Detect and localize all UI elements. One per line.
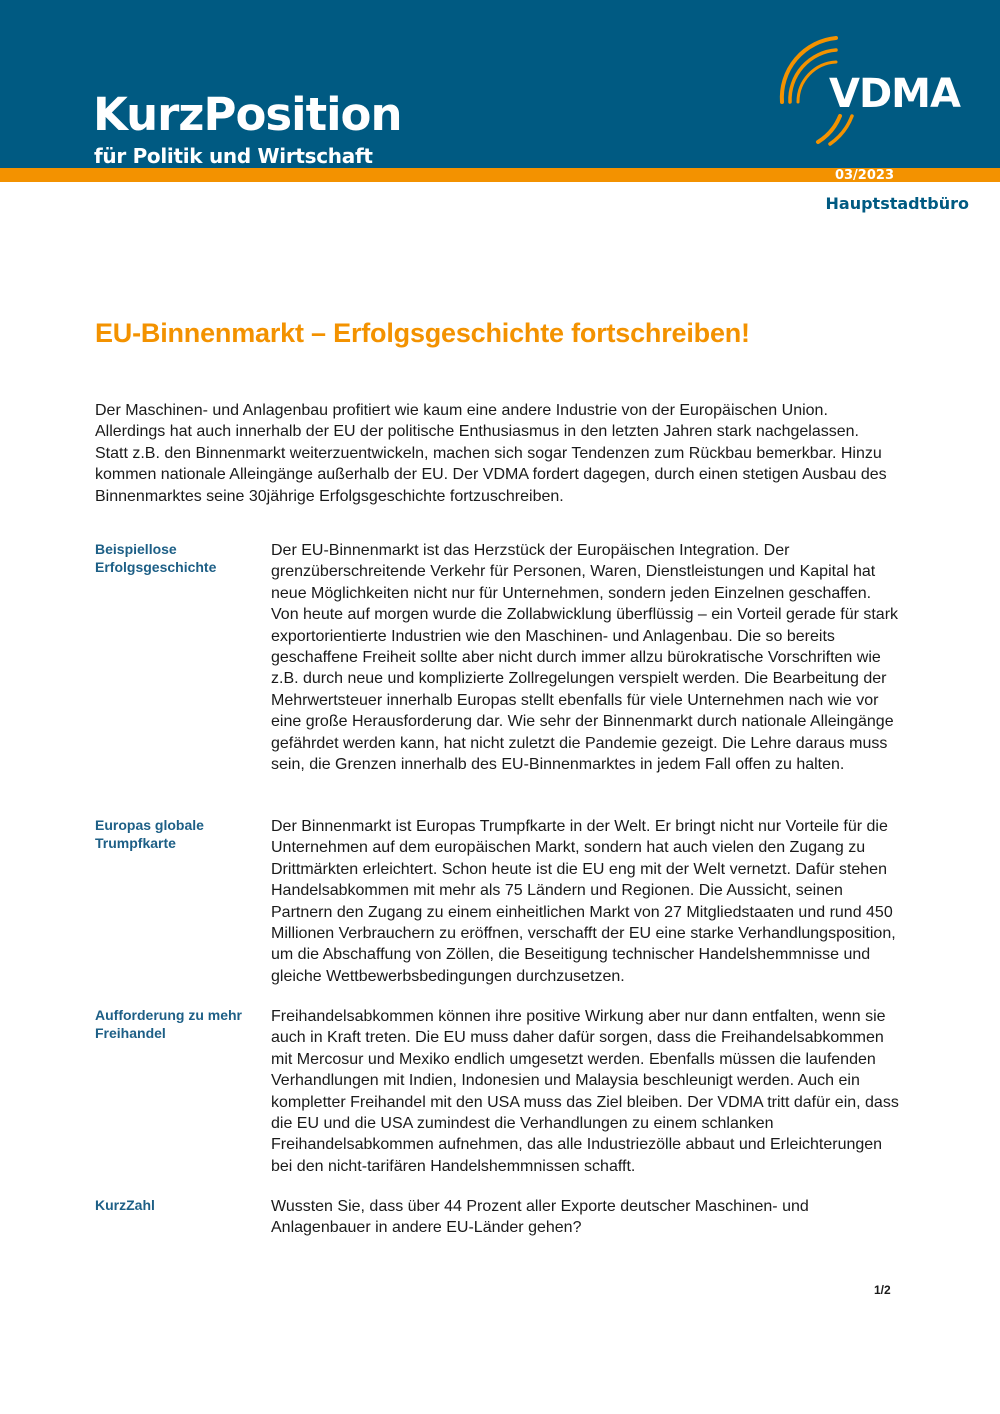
publication-subtitle: für Politik und Wirtschaft [94,144,373,168]
section-text: Der Binnenmarkt ist Europas Trumpfkarte in der Welt. Er bringt nicht nur Vorteile für die Unternehmen auf dem europäischen Markt, sondern hat auch vielen den Zugang zu Drittmärkten erleichtert. Schon heute ist die EU eng mit der Welt vernetzt. Dafür stehen Handelsabkommen mit mehr als 75 Ländern und Regionen. Die Aussicht, seinen Partnern den Zugang zu einem einheitlichen Markt von 27 Mitgliedstaaten und rund 450 Millionen Verbrauchern zu eröffnen, verschafft der EU eine starke Verhandlungsposition, um die Abschaffung von Zöllen, die Beseitigung technischer Handelshemmnisse und gleiche Wettbewerbsbedingungen durchzusetzen. [271,818,896,985]
issue-number: 03/2023 [834,168,894,183]
intro-paragraph: Der Maschinen- und Anlagenbau profitiert wie kaum eine andere Industrie von der Europäischen Union. Allerdings hat auch innerhalb der EU der politische Enthusiasmus in den letzten Jahren stark nachgelassen. Statt z.B. den Binnenmarkt weiterzuentwickeln, machen sich sogar Tendenzen zum Rückbau bemerkbar. Hinzu kommen nationale Alleingänge außerhalb der EU. Der VDMA fordert dagegen, durch einen stetigen Ausbau des Binnenmarktes seine 30jährige Erfolgsgeschichte fortzuschreiben. [95,402,887,505]
vdma-logo: VDMA [829,71,960,117]
section-text: Freihandelsabkommen können ihre positive Wirkung aber nur dann entfalten, wenn sie auch in Kraft treten. Die EU muss daher dafür sorgen, dass die Freihandelsabkommen mit Mercosur und Mexiko endlich umgesetzt werden. Ebenfalls müssen die laufenden Verhandlungen mit Indien, Indonesien und Malaysia beschleunigt werden. Auch ein kompletter Freihandel mit den USA muss das Ziel bleiben. Der VDMA tritt dafür ein, dass die EU und die USA zumindest die Verhandlungen zu einem schlanken Freihandelsabkommen aufnehmen, das alle Industriezölle abbaut und Erleichterungen bei den nicht-tarifären Handelshemmnissen schafft. [271,1008,899,1175]
document-headline: EU-Binnenmarkt – Erfolgsgeschichte fortschreiben! [95,318,750,348]
section-label: Europas globale Trumpfkarte [95,817,204,851]
page-number: 1/2 [874,1283,891,1297]
section-label: Beispiellose Erfolgsgeschichte [95,541,217,575]
section-label: KurzZahl [95,1197,155,1213]
section-text: Wussten Sie, dass über 44 Prozent aller Exporte deutscher Maschinen- und Anlagenbauer in andere EU-Länder gehen? [271,1198,809,1237]
publication-title: KurzPosition [93,88,402,141]
section-label: Aufforderung zu mehr Freihandel [95,1007,242,1041]
office-label: Hauptstadtbüro [825,194,969,213]
section-text: Der EU-Binnenmarkt ist das Herzstück der Europäischen Integration. Der grenzüberschreitende Verkehr für Personen, Waren, Dienstleistungen und Kapital hat neue Möglichkeiten nicht nur für Unternehmen, sondern jeden Einzelnen geschaffen. Von heute auf morgen wurde die Zollabwicklung überflüssig – ein Vorteil gerade für stark exportorientierte Industrien wie den Maschinen- und Anlagenbau. Die so bereits geschaffene Freiheit sollte aber nicht durch immer allzu bürokratische Vorschriften wie z.B. durch neue und komplizierte Zollregelungen verspielt werden. Die Bearbeitung der Mehrwertsteuer innerhalb Europas stellt ebenfalls für viele Unternehmen nach wie vor eine große Herausforderung dar. Wie sehr der Binnenmarkt durch nationale Alleingänge gefährdet werden kann, hat nicht zuletzt die Pandemie gezeigt. Die Lehre daraus muss sein, die Grenzen innerhalb des EU-Binnenmarktes in jedem Fall offen zu halten. [271,542,899,774]
